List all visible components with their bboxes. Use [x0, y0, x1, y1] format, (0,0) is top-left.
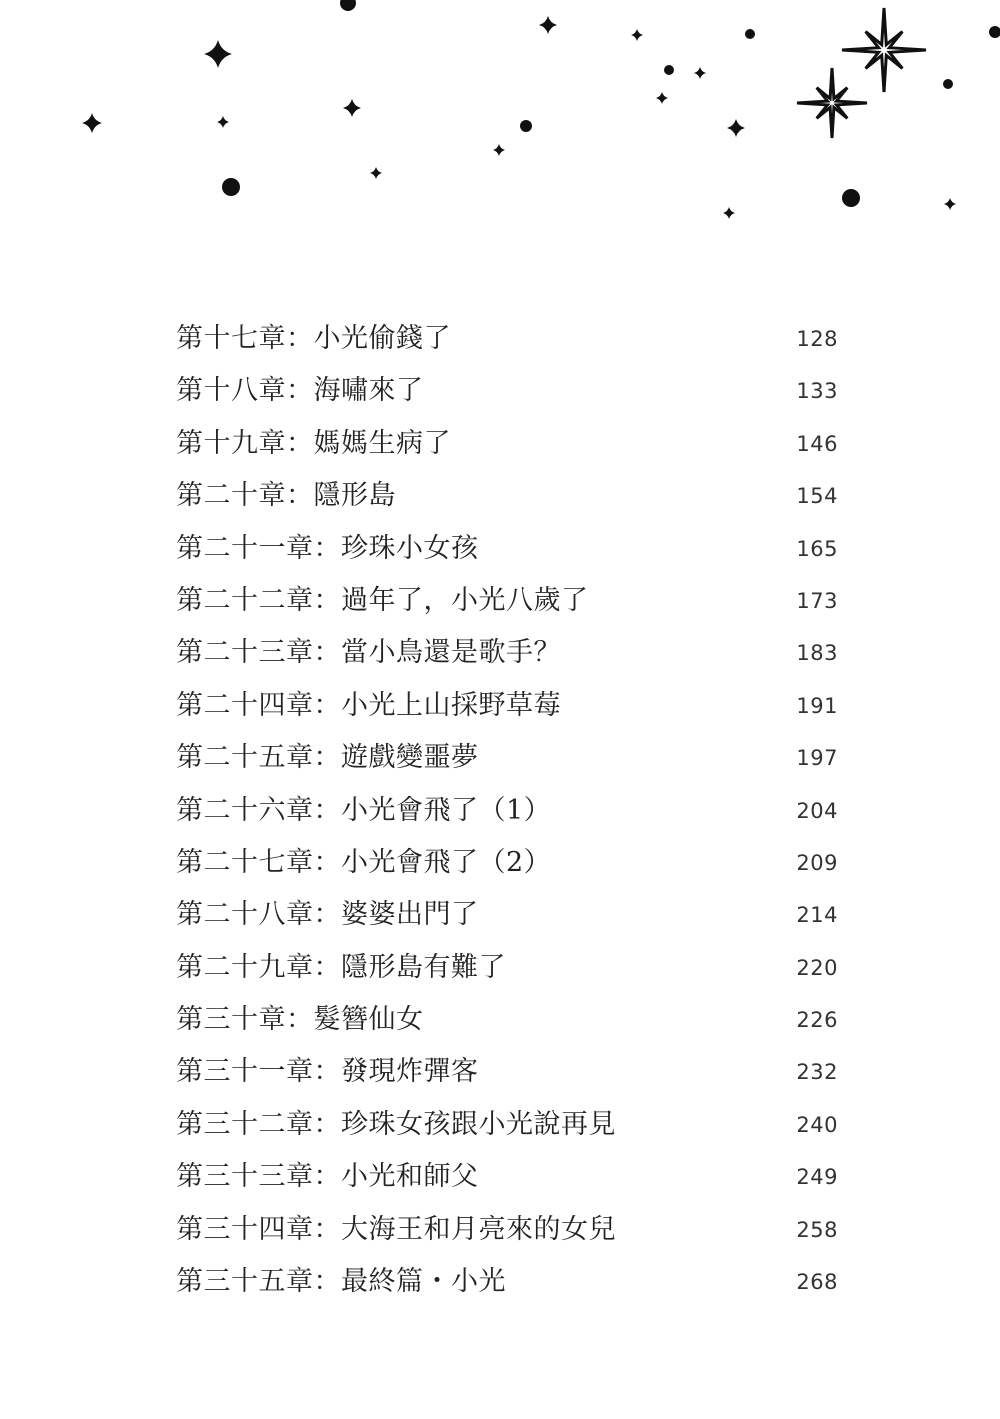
page-number: 154	[796, 484, 838, 509]
dot-star-icon	[745, 29, 755, 39]
chapter-title: 第二十二章：過年了，小光八歲了	[176, 584, 589, 616]
chapter-title: 第三十一章：發現炸彈客	[176, 1056, 479, 1088]
chapter-title: 第二十九章：隱形島有難了	[176, 951, 506, 983]
chapter-title: 第三十二章：珍珠女孩跟小光說再見	[176, 1108, 616, 1140]
dot-star-icon	[664, 65, 674, 75]
page-number: 240	[796, 1112, 838, 1137]
chapter-title: 第三十四章：大海王和月亮來的女兒	[176, 1213, 616, 1245]
chapter-title: 第三十章：髮簪仙女	[176, 1004, 424, 1036]
toc-entry[interactable]	[176, 1046, 838, 1098]
sparkle-star-icon	[204, 40, 232, 68]
toc-entry[interactable]	[176, 575, 838, 627]
toc-entry[interactable]	[176, 1204, 838, 1256]
page-number: 268	[796, 1270, 838, 1295]
sparkle-star-icon	[656, 92, 668, 104]
toc-entry[interactable]	[176, 313, 838, 365]
chapter-title: 第二十一章：珍珠小女孩	[176, 532, 479, 564]
page-number: 258	[796, 1217, 838, 1242]
page-number: 173	[796, 588, 838, 613]
toc-entry[interactable]	[176, 994, 838, 1046]
chapter-title: 第二十四章：小光上山採野草莓	[176, 689, 561, 721]
sparkle-star-icon	[370, 167, 382, 179]
toc-entry[interactable]	[176, 523, 838, 575]
dot-star-icon	[340, 0, 356, 11]
chapter-title: 第二十七章：小光會飛了（2）	[176, 846, 552, 878]
chapter-title: 第十九章：媽媽生病了	[176, 427, 451, 459]
chapter-title: 第二十三章：當小鳥還是歌手？	[176, 637, 561, 669]
page-number: 232	[796, 1060, 838, 1085]
dot-star-icon	[842, 189, 860, 207]
starry-sky-decoration	[0, 0, 1000, 260]
toc-entry[interactable]	[176, 418, 838, 470]
toc-entry[interactable]	[176, 732, 838, 784]
chapter-title: 第二十八章：婆婆出門了	[176, 899, 479, 931]
dot-star-icon	[989, 26, 1000, 38]
sparkle-star-icon	[82, 113, 102, 133]
sparkle-star-icon	[727, 119, 745, 137]
toc-entry[interactable]	[176, 1256, 838, 1308]
page-number: 191	[796, 693, 838, 718]
chapter-title: 第三十三章：小光和師父	[176, 1161, 479, 1193]
dot-star-icon	[520, 120, 532, 132]
page-number: 220	[796, 955, 838, 980]
chapter-title: 第二十六章：小光會飛了（1）	[176, 794, 552, 826]
chapter-title: 第十八章：海嘯來了	[176, 375, 424, 407]
page-number: 204	[796, 798, 838, 823]
sparkle-star-icon	[631, 29, 643, 41]
page-number: 133	[796, 379, 838, 404]
page-number: 249	[796, 1165, 838, 1190]
chapter-title: 第二十五章：遊戲變噩夢	[176, 742, 479, 774]
toc-entry[interactable]	[176, 1099, 838, 1151]
page-number: 183	[796, 641, 838, 666]
toc-entry[interactable]	[176, 785, 838, 837]
toc-entry[interactable]	[176, 942, 838, 994]
dot-star-icon	[943, 79, 953, 89]
burst-star-icon	[842, 8, 926, 92]
table-of-contents	[176, 313, 838, 1308]
sparkle-star-icon	[944, 198, 956, 210]
sparkle-star-icon	[493, 144, 505, 156]
burst-star-icon	[797, 68, 867, 138]
sparkle-star-icon	[539, 16, 557, 34]
chapter-title: 第二十章：隱形島	[176, 480, 396, 512]
sparkle-star-icon	[723, 207, 735, 219]
sparkle-star-icon	[217, 116, 229, 128]
toc-entry[interactable]	[176, 470, 838, 522]
page-number: 165	[796, 536, 838, 561]
toc-entry[interactable]	[176, 680, 838, 732]
page-number: 214	[796, 903, 838, 928]
sparkle-star-icon	[343, 99, 361, 117]
toc-entry[interactable]	[176, 365, 838, 417]
page-number: 146	[796, 431, 838, 456]
toc-entry[interactable]	[176, 1151, 838, 1203]
page-number: 226	[796, 1008, 838, 1033]
page-number: 197	[796, 746, 838, 771]
toc-entry[interactable]	[176, 627, 838, 679]
dot-star-icon	[222, 178, 240, 196]
toc-entry[interactable]	[176, 837, 838, 889]
chapter-title: 第十七章：小光偷錢了	[176, 323, 451, 354]
page-number: 209	[796, 850, 838, 875]
sparkle-star-icon	[694, 67, 706, 79]
chapter-title: 第三十五章：最終篇・小光	[176, 1266, 506, 1298]
page-number: 128	[796, 327, 838, 351]
toc-entry[interactable]	[176, 889, 838, 941]
